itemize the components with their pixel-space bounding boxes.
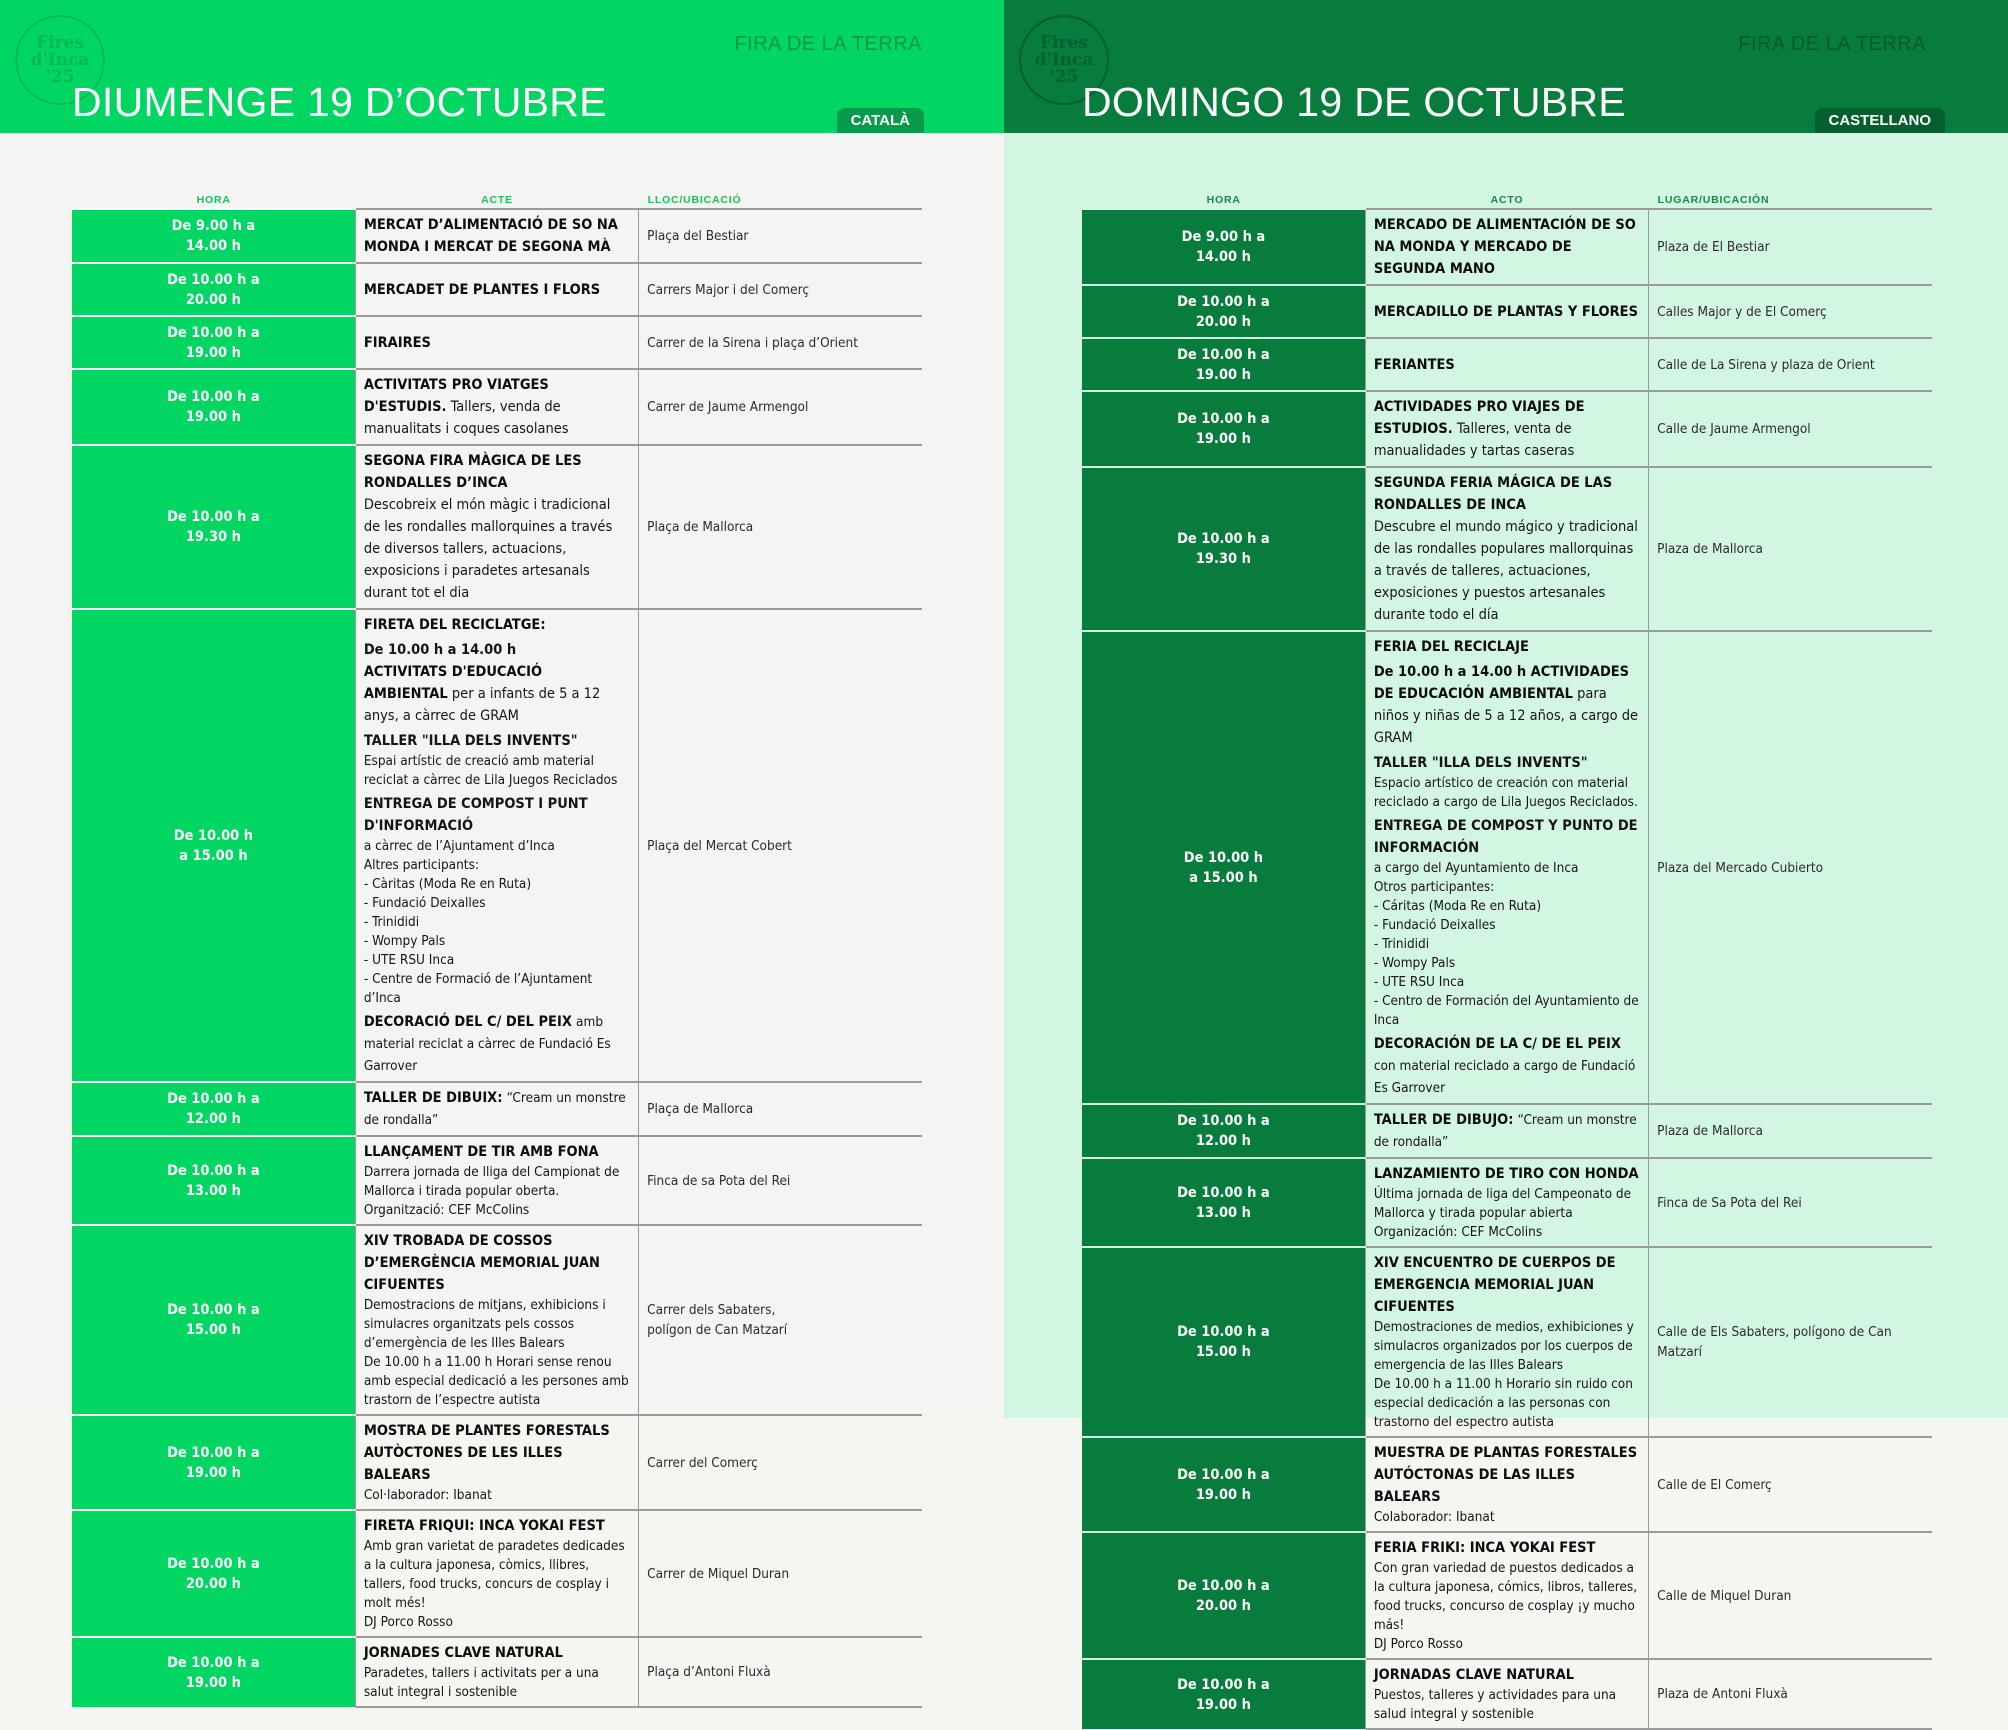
time-cell: De 10.00 h a 19.00 h [1082, 1437, 1365, 1532]
act-cell [1365, 285, 1648, 338]
place-cell: Plaça del Bestiar [639, 209, 922, 263]
castellano-page [1004, 0, 2008, 1722]
act-cell [1365, 467, 1648, 631]
day-title: DOMINGO 19 DE OCTUBRE [1082, 79, 1626, 125]
list-item: - UTE RSU Inca [363, 952, 455, 968]
table-row [1082, 285, 1932, 338]
schedule-table [1082, 182, 1932, 1730]
event-desc: Descubre el mundo mágico y tradicional de las rondalles populares mallorquinas a través de talleres, actuaciones, exposiciones y puestos artesanales durante todo el día [1373, 519, 1638, 623]
place-cell: Carrers Major i del Comerç [639, 263, 922, 316]
place-cell: Calle de Miquel Duran [1649, 1532, 1932, 1659]
act-cell [1365, 391, 1648, 467]
fair-name: FIRA DE LA TERRA [734, 33, 922, 55]
act-cell [355, 209, 638, 263]
place-cell: Finca de Sa Pota del Rei [1649, 1158, 1932, 1247]
place-cell: Carrer de Jaume Armengol [639, 369, 922, 445]
language-tab-catala: CATALÀ [837, 108, 924, 133]
column-header-time: HORA [1206, 194, 1241, 206]
time-cell: De 10.00 h a 19.30 h [72, 445, 355, 609]
act-cell: XIV ENCUENTRO DE CUERPOS DE EMERGENCIA MEMORIAL JUAN CIFUENTES Demostraciones de medios, exhibiciones y simulacros organizados por los cuerpos de emergencia de las Illes Balears De 10.00 h a 11.00 h Horario sin ruido con especial dedicación a las personas con trastorno del espectro autista [1365, 1247, 1648, 1437]
event-title: SEGUNDA FERIA MÁGICA DE LAS RONDALLES DE INCA [1373, 475, 1613, 513]
event-title: SEGONA FIRA MÀGICA DE LES RONDALLES D’INCA [363, 453, 582, 491]
list-item: - Wompy Pals [363, 933, 446, 949]
event-title: MERCADET DE PLANTES I FLORS [363, 281, 601, 298]
time-cell: De 9.00 h a 14.00 h [1082, 209, 1365, 285]
act-cell [1365, 1104, 1648, 1158]
event-desc: Tallers, venda de manualitats i coques casolanes [363, 399, 569, 437]
place-cell: Carrer de Miquel Duran [639, 1510, 922, 1637]
time-cell: De 10.00 h a 15.00 h [72, 1225, 355, 1415]
table-row [1082, 1247, 1932, 1437]
catalan-header [0, 0, 1004, 133]
event-title: FIRETA FRIQUI: INCA YOKAI FEST [363, 1518, 605, 1534]
place-cell: Plaza de El Bestiar [1649, 209, 1932, 285]
place-cell: Plaza de Mallorca [1649, 1104, 1932, 1158]
event-title: MERCADILLO DE PLANTAS Y FLORES [1373, 303, 1638, 320]
place-cell: Plaza de Antoni Fluxà [1649, 1659, 1932, 1729]
table-row [1082, 1158, 1932, 1247]
table-row [72, 1415, 922, 1510]
place-cell: Calle de Els Sabaters, polígono de Can Matzarí [1649, 1247, 1932, 1437]
place-cell: Plaça de Mallorca [639, 1082, 922, 1136]
place-cell: Plaça del Mercat Cobert [639, 609, 922, 1082]
table-row [72, 1225, 922, 1415]
list-item: - Càritas (Moda Re en Ruta) [363, 876, 532, 892]
act-cell: MOSTRA DE PLANTES FORESTALS AUTÒCTONES DE LES ILLES BALEARS Col·laborador: Ibanat [355, 1415, 638, 1510]
place-cell: Carrer del Comerç [639, 1415, 922, 1510]
act-cell: MUESTRA DE PLANTAS FORESTALES AUTÓCTONAS DE LAS ILLES BALEARS Colaborador: Ibanat [1365, 1437, 1648, 1532]
event-title: FIRAIRES [363, 334, 431, 351]
event-title: LANZAMIENTO DE TIRO CON HONDA [1373, 1166, 1639, 1182]
table-row [1082, 467, 1932, 631]
time-cell: De 10.00 h a 19.30 h [1082, 467, 1365, 631]
act-cell [355, 316, 638, 369]
list-item: - Wompy Pals [1373, 955, 1456, 971]
event-title: XIV ENCUENTRO DE CUERPOS DE EMERGENCIA MEMORIAL JUAN CIFUENTES [1373, 1255, 1616, 1315]
event-title: TALLER DE DIBUIX: [363, 1090, 503, 1106]
act-cell: FIRETA DEL RECICLATGE: De 10.00 h a 14.00 h ACTIVITATS D'EDUCACIÓ AMBIENTAL per a infants de 5 a 12 anys, a càrrec de GRAM TALLER "ILLA DELS INVENTS" Espai artístic de creació amb material reciclat a càrrec de Lila Juegos Reciclados ENTREGA DE COMPOST I PUNT D'INFORMACIÓ a càrrec de l’Ajuntament d’Inca Altres participants: - Càritas (Moda Re en Ruta) - Fundació Deixalles - Trinididi - Wompy Pals - UTE RSU Inca - Centre de Formació de l’Ajuntament d’Inca DECORACIÓ DEL C/ DEL PEIX amb material reciclat a càrrec de Fundació Es Garrover [355, 609, 638, 1082]
time-cell: De 10.00 h a 19.00 h [72, 1415, 355, 1510]
place-cell: Calle de Jaume Armengol [1649, 391, 1932, 467]
act-cell [355, 369, 638, 445]
fires-inca-logo: Fires d'Inca '25 [1019, 15, 1109, 105]
list-item: - UTE RSU Inca [1373, 974, 1465, 990]
table-row [1082, 209, 1932, 285]
time-cell: De 10.00 h a 15.00 h [72, 609, 355, 1082]
list-item: - Centre de Formació de l’Ajuntament d’Inca [363, 971, 593, 1006]
table-row [1082, 1437, 1932, 1532]
table-row [72, 445, 922, 609]
act-cell [1365, 338, 1648, 391]
act-cell: FIRETA FRIQUI: INCA YOKAI FEST Amb gran varietat de paradetes dedicades a la cultura japonesa, còmics, llibres, tallers, food trucks, concurs de cosplay i molt més! DJ Porco Rosso [355, 1510, 638, 1637]
table-row [1082, 391, 1932, 467]
list-item: - Trinididi [363, 914, 420, 930]
event-title: MERCAT D’ALIMENTACIÓ DE SO NA MONDA I MERCAT DE SEGONA MÀ [363, 217, 618, 255]
column-header-time: HORA [196, 194, 231, 206]
castellano-header [1004, 0, 2008, 133]
table-row [1082, 338, 1932, 391]
place-cell: Plaça de Mallorca [639, 445, 922, 609]
event-title: FIRETA DEL RECICLATGE: [363, 617, 546, 633]
event-desc: Talleres, venta de manualidades y tartas caseras [1373, 421, 1575, 459]
list-item: - Fundació Deixalles [363, 895, 486, 911]
time-cell: De 10.00 h a 12.00 h [72, 1082, 355, 1136]
act-cell: FERIA FRIKI: INCA YOKAI FEST Con gran variedad de puestos dedicados a la cultura japonesa, cómics, libros, talleres, food trucks, concurso de cosplay ¡y mucho más! DJ Porco Rosso [1365, 1532, 1648, 1659]
table-row [1082, 1659, 1932, 1729]
time-cell: De 10.00 h a 19.00 h [1082, 391, 1365, 467]
act-cell: LLANÇAMENT DE TIR AMB FONA Darrera jornada de lliga del Campionat de Mallorca i tirada popular oberta. Organització: CEF McColins [355, 1136, 638, 1225]
time-cell: De 10.00 h a 19.00 h [1082, 338, 1365, 391]
table-row [1082, 1104, 1932, 1158]
time-cell: De 10.00 h a 13.00 h [1082, 1158, 1365, 1247]
table-row [72, 1510, 922, 1637]
act-cell: LANZAMIENTO DE TIRO CON HONDA Última jornada de liga del Campeonato de Mallorca y tirada popular abierta Organización: CEF McColins [1365, 1158, 1648, 1247]
table-row [72, 609, 922, 1082]
table-row [72, 369, 922, 445]
act-cell [355, 1082, 638, 1136]
event-title: LLANÇAMENT DE TIR AMB FONA [363, 1144, 599, 1160]
catalan-page [0, 0, 1004, 1700]
column-header-place: LLOC/UBICACIÓ [647, 194, 742, 206]
act-cell [1365, 209, 1648, 285]
language-tab-castellano: CASTELLANO [1815, 108, 1946, 133]
act-cell: JORNADAS CLAVE NATURAL Puestos, talleres y actividades para una salud integral y sostenible [1365, 1659, 1648, 1729]
table-row [72, 209, 922, 263]
column-header-act: ACTO [1490, 194, 1524, 206]
fair-name: FIRA DE LA TERRA [1738, 33, 1926, 55]
time-cell: De 10.00 h a 15.00 h [1082, 1247, 1365, 1437]
table-header-row [72, 182, 922, 209]
place-cell: Plaza del Mercado Cubierto [1649, 631, 1932, 1104]
list-item: - Fundació Deixalles [1373, 917, 1496, 933]
table-row [72, 1637, 922, 1707]
time-cell: De 9.00 h a 14.00 h [72, 209, 355, 263]
table-row [1082, 1532, 1932, 1659]
place-cell: Carrer dels Sabaters, polígon de Can Matzarí [639, 1225, 922, 1415]
event-subtime: De 10.00 h a 14.00 h [363, 642, 517, 658]
event-title: JORNADES CLAVE NATURAL [363, 1645, 563, 1661]
event-title: FERIA DEL RECICLAJE [1373, 639, 1529, 655]
act-cell: JORNADES CLAVE NATURAL Paradetes, tallers i activitats per a una salut integral i sostenible [355, 1637, 638, 1707]
event-desc: “Cream un monstre de rondalla” [363, 1090, 626, 1128]
table-row [1082, 631, 1932, 1104]
time-cell: De 10.00 h a 20.00 h [1082, 285, 1365, 338]
event-title: ACTIVITATS PRO VIATGES D'ESTUDIS. [363, 377, 549, 415]
event-title: TALLER DE DIBUJO: [1373, 1112, 1514, 1128]
event-title: JORNADAS CLAVE NATURAL [1373, 1667, 1575, 1683]
time-cell: De 10.00 h a 19.00 h [72, 1637, 355, 1707]
event-title: FERIANTES [1373, 356, 1455, 373]
event-title: ACTIVIDADES PRO VIAJES DE ESTUDIOS. [1373, 399, 1585, 437]
time-cell: De 10.00 h a 20.00 h [72, 1510, 355, 1637]
act-cell [355, 445, 638, 609]
time-cell: De 10.00 h a 12.00 h [1082, 1104, 1365, 1158]
table-row [72, 1136, 922, 1225]
act-cell [355, 263, 638, 316]
table-row [72, 316, 922, 369]
list-item: - Centro de Formación del Ayuntamiento de Inca [1373, 993, 1639, 1028]
time-cell: De 10.00 h a 15.00 h [1082, 631, 1365, 1104]
place-cell: Plaza de Mallorca [1649, 467, 1932, 631]
time-cell: De 10.00 h a 19.00 h [1082, 1659, 1365, 1729]
event-title: MERCADO DE ALIMENTACIÓN DE SO NA MONDA Y MERCADO DE SEGUNDA MANO [1373, 217, 1636, 277]
time-cell: De 10.00 h a 19.00 h [72, 369, 355, 445]
time-cell: De 10.00 h a 20.00 h [72, 263, 355, 316]
event-title: MOSTRA DE PLANTES FORESTALS AUTÒCTONES DE LES ILLES BALEARS [363, 1423, 610, 1483]
column-header-place: LUGAR/UBICACIÓN [1657, 194, 1770, 206]
list-item: - Cáritas (Moda Re en Ruta) [1373, 898, 1542, 914]
table-header-row [1082, 182, 1932, 209]
place-cell: Plaça d’Antoni Fluxà [639, 1637, 922, 1707]
place-cell: Calles Major y de El Comerç [1649, 285, 1932, 338]
time-cell: De 10.00 h a 19.00 h [72, 316, 355, 369]
list-item: - Trinididi [1373, 936, 1430, 952]
time-cell: De 10.00 h a 20.00 h [1082, 1532, 1365, 1659]
table-row [72, 263, 922, 316]
place-cell: Finca de sa Pota del Rei [639, 1136, 922, 1225]
event-title: MUESTRA DE PLANTAS FORESTALES AUTÓCTONAS DE LAS ILLES BALEARS [1373, 1445, 1638, 1505]
fires-inca-logo: Fires d'Inca '25 [15, 15, 105, 105]
event-title: XIV TROBADA DE COSSOS D’EMERGÈNCIA MEMORIAL JUAN CIFUENTES [363, 1233, 600, 1293]
day-title: DIUMENGE 19 D’OCTUBRE [72, 79, 607, 125]
table-row [72, 1082, 922, 1136]
place-cell: Calle de La Sirena y plaza de Orient [1649, 338, 1932, 391]
act-cell: FERIA DEL RECICLAJE De 10.00 h a 14.00 h ACTIVIDADES DE EDUCACIÓN AMBIENTAL para niños y niñas de 5 a 12 años, a cargo de GRAM TALLER "ILLA DELS INVENTS" Espacio artístico de creación con material reciclado a cargo de Lila Juegos Reciclados. ENTREGA DE COMPOST Y PUNTO DE INFORMACIÓN a cargo del Ayuntamiento de Inca Otros participantes: - Cáritas (Moda Re en Ruta) - Fundació Deixalles - Trinididi - Wompy Pals - UTE RSU Inca - Centro de Formación del Ayuntamiento de Inca DECORACIÓN DE LA C/ DE EL PEIX con material reciclado a cargo de Fundació Es Garrover [1365, 631, 1648, 1104]
schedule-table [72, 182, 922, 1708]
event-title: FERIA FRIKI: INCA YOKAI FEST [1373, 1540, 1596, 1556]
act-cell: XIV TROBADA DE COSSOS D’EMERGÈNCIA MEMORIAL JUAN CIFUENTES Demostracions de mitjans, exhibicions i simulacres organitzats pels cossos d’emergència de les Illes Balears De 10.00 h a 11.00 h Horari sense renou amb especial dedicació a les persones amb trastorn de l’espectre autista [355, 1225, 638, 1415]
event-desc: Descobreix el món màgic i tradicional de les rondalles mallorquines a través de diversos tallers, actuacions, exposicions i paradetes artesanals durant tot el dia [363, 497, 613, 601]
place-cell: Carrer de la Sirena i plaça d’Orient [639, 316, 922, 369]
time-cell: De 10.00 h a 13.00 h [72, 1136, 355, 1225]
column-header-act: ACTE [481, 194, 513, 206]
event-desc: “Cream un monstre de rondalla” [1373, 1112, 1637, 1150]
place-cell: Calle de El Comerç [1649, 1437, 1932, 1532]
